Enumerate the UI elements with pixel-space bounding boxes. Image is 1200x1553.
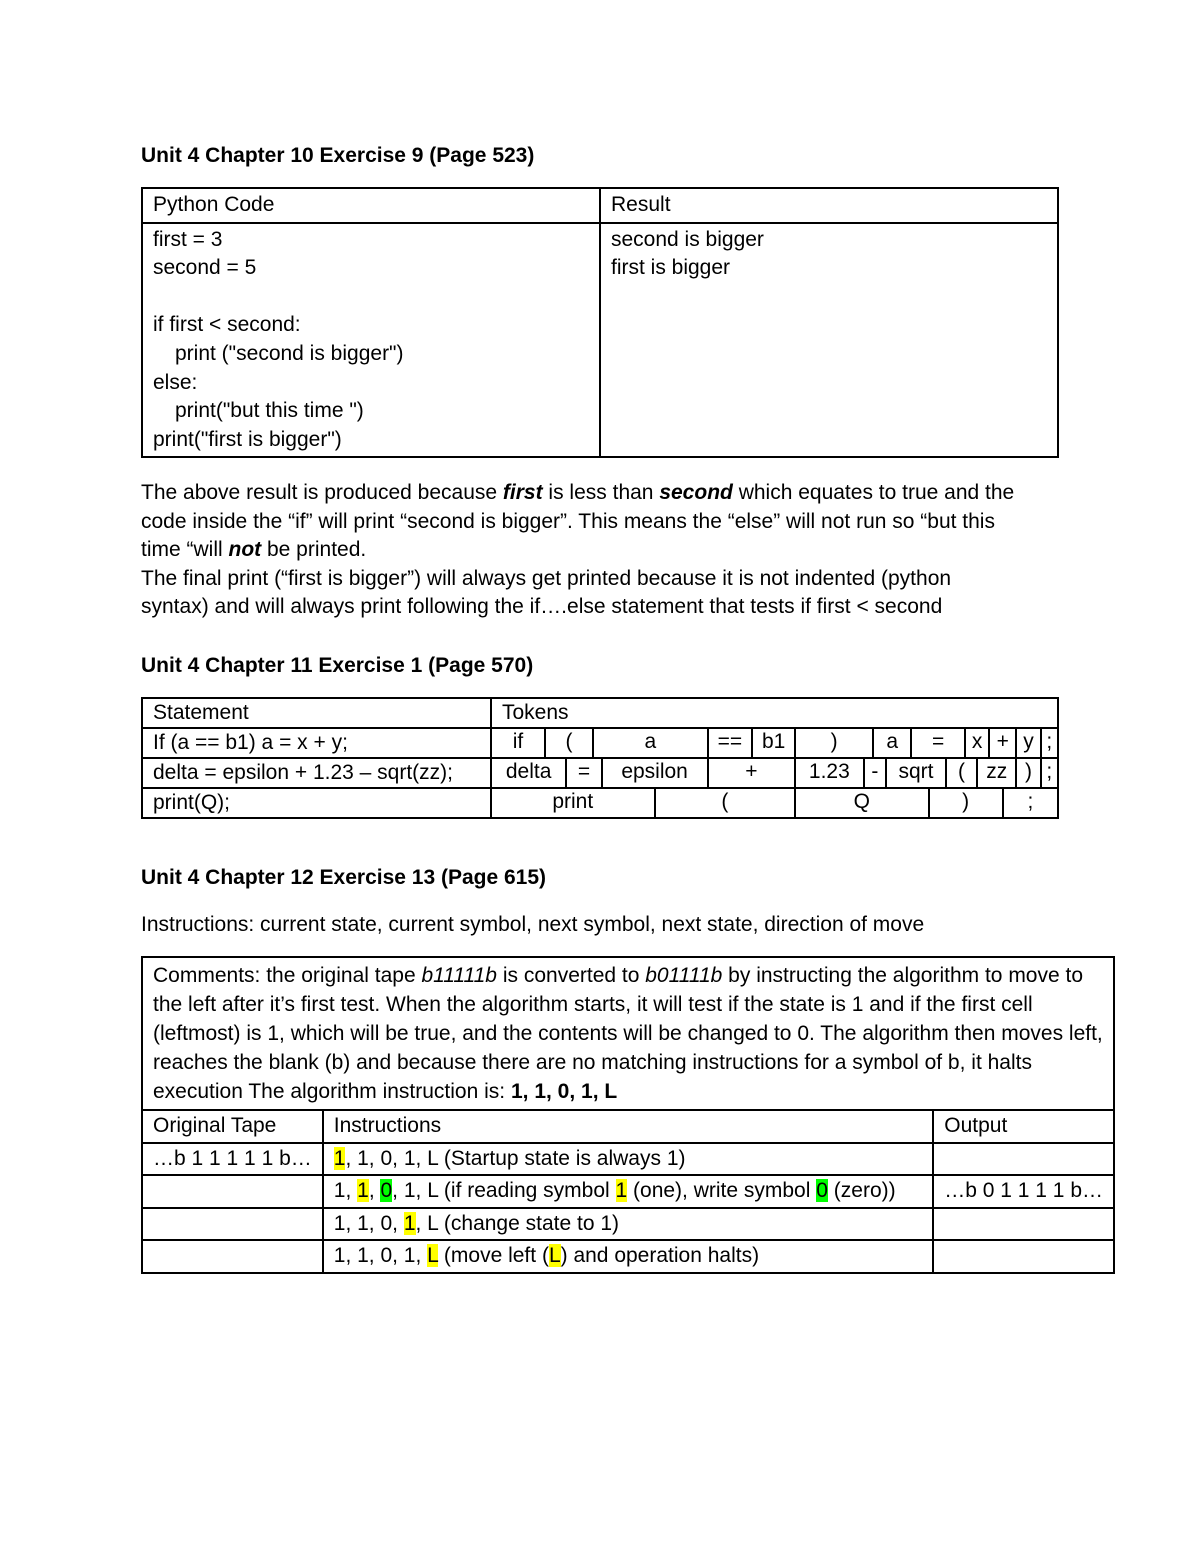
tape-cell — [142, 1240, 323, 1273]
code-line: print("first is bigger") — [153, 427, 342, 451]
code-line: print("but this time ") — [175, 399, 364, 423]
explanation-line: The above result is produced because first is less than second which equates to true and the — [141, 481, 1015, 504]
instruction-cell: 1, 1, 0, 1, L (move left (L) and operation halts) — [323, 1240, 933, 1273]
token-cell: ; — [1003, 788, 1058, 818]
python-code-table — [141, 187, 1059, 458]
token-cell: delta — [491, 758, 566, 788]
instruction-cell: 1, 1, 0, 1, L (change state to 1) — [323, 1208, 933, 1241]
tokens-table — [141, 697, 1059, 819]
token-cell: ) — [929, 788, 1003, 818]
token-cell: a — [873, 728, 911, 758]
token-cell: y — [1016, 728, 1040, 758]
tape-cell — [142, 1208, 323, 1241]
statement-cell: If (a == b1) a = x + y; — [142, 728, 491, 758]
code-cell — [142, 223, 600, 458]
instructions-text: Instructions: current state, current symbol, next symbol, next state, direction of move — [141, 913, 925, 936]
result-line: second is bigger — [611, 227, 764, 251]
token-cell: ( — [655, 788, 796, 818]
code-line: print ("second is bigger") — [175, 341, 404, 365]
section3-heading: Unit 4 Chapter 12 Exercise 13 (Page 615) — [141, 866, 547, 889]
token-cell: ) — [795, 728, 873, 758]
output-cell — [933, 1143, 1114, 1176]
tape-cell — [142, 1175, 323, 1208]
token-cell: = — [566, 758, 601, 788]
output-cell — [933, 1208, 1114, 1241]
header-tokens: Tokens — [491, 698, 1058, 728]
instruction-cell: 1, 1, 0, 1, L (Startup state is always 1) — [323, 1143, 933, 1176]
token-cell: a — [593, 728, 708, 758]
statement-cell: delta = epsilon + 1.23 – sqrt(zz); — [142, 758, 491, 788]
token-cell: zz — [977, 758, 1016, 788]
code-line: first = 3 — [153, 227, 223, 251]
token-cell: Q — [795, 788, 928, 818]
explanation-line: syntax) and will always print following the if….else statement that tests if first < second — [141, 595, 943, 619]
token-cell: ( — [946, 758, 977, 788]
token-cell: ) — [1016, 758, 1040, 788]
token-cell: if — [491, 728, 545, 758]
output-cell — [933, 1240, 1114, 1273]
explanation-paragraph — [141, 479, 1061, 622]
code-line: else: — [153, 370, 198, 394]
explanation-line: time “will not be printed. — [141, 538, 367, 562]
explanation-line: The final print (“first is bigger”) will always get printed because it is not indented (python — [141, 566, 952, 590]
header-output: Output — [933, 1110, 1114, 1143]
result-line: first is bigger — [611, 256, 731, 280]
token-cell: sqrt — [886, 758, 946, 788]
token-cell: epsilon — [602, 758, 708, 788]
result-cell — [600, 223, 1058, 458]
explanation-line: code inside the “if” will print “second is bigger”. This means the “else” will not run so “but this — [141, 509, 995, 533]
statement-cell: print(Q); — [142, 788, 491, 818]
header-original-tape: Original Tape — [142, 1110, 323, 1143]
token-cell: = — [911, 728, 965, 758]
token-cell: + — [989, 728, 1016, 758]
token-cell: == — [708, 728, 753, 758]
token-cell: 1.23 — [795, 758, 864, 788]
token-cell: b1 — [752, 728, 795, 758]
header-python-code: Python Code — [142, 188, 600, 223]
output-cell: …b 0 1 1 1 1 b… — [933, 1175, 1114, 1208]
token-cell: + — [708, 758, 796, 788]
token-cell: ; — [1041, 728, 1058, 758]
header-result: Result — [600, 188, 1058, 223]
section1-heading: Unit 4 Chapter 10 Exercise 9 (Page 523) — [141, 144, 535, 167]
header-instructions: Instructions — [323, 1110, 933, 1143]
comments-cell: Comments: the original tape b11111b is converted to b01111b by instructing the algorithm to move to the left after it’s first test. When the algorithm starts, it will test if the state is 1 and if the first cell (leftmost) is 1, which will be true, and the contents will be changed to 0. The algorithm then moves left, reaches the blank (b) and because there are no matching instructions for a symbol of b, it halts execution The algorithm instruction is: 1, 1, 0, 1, L — [142, 957, 1114, 1110]
instructions-line — [141, 911, 1061, 940]
token-cell: - — [864, 758, 886, 788]
header-statement: Statement — [142, 698, 491, 728]
section2-heading: Unit 4 Chapter 11 Exercise 1 (Page 570) — [141, 654, 534, 677]
token-cell: ; — [1041, 758, 1058, 788]
turing-table — [141, 956, 1115, 1274]
instruction-cell: 1, 1, 0, 1, L (if reading symbol 1 (one), write symbol 0 (zero)) — [323, 1175, 933, 1208]
token-cell: print — [491, 788, 655, 818]
tape-cell: …b 1 1 1 1 1 b… — [142, 1143, 323, 1176]
code-line: if first < second: — [153, 313, 301, 337]
code-line-blank — [153, 283, 589, 312]
code-line: second = 5 — [153, 256, 257, 280]
token-cell: x — [965, 728, 989, 758]
token-cell: ( — [545, 728, 593, 758]
